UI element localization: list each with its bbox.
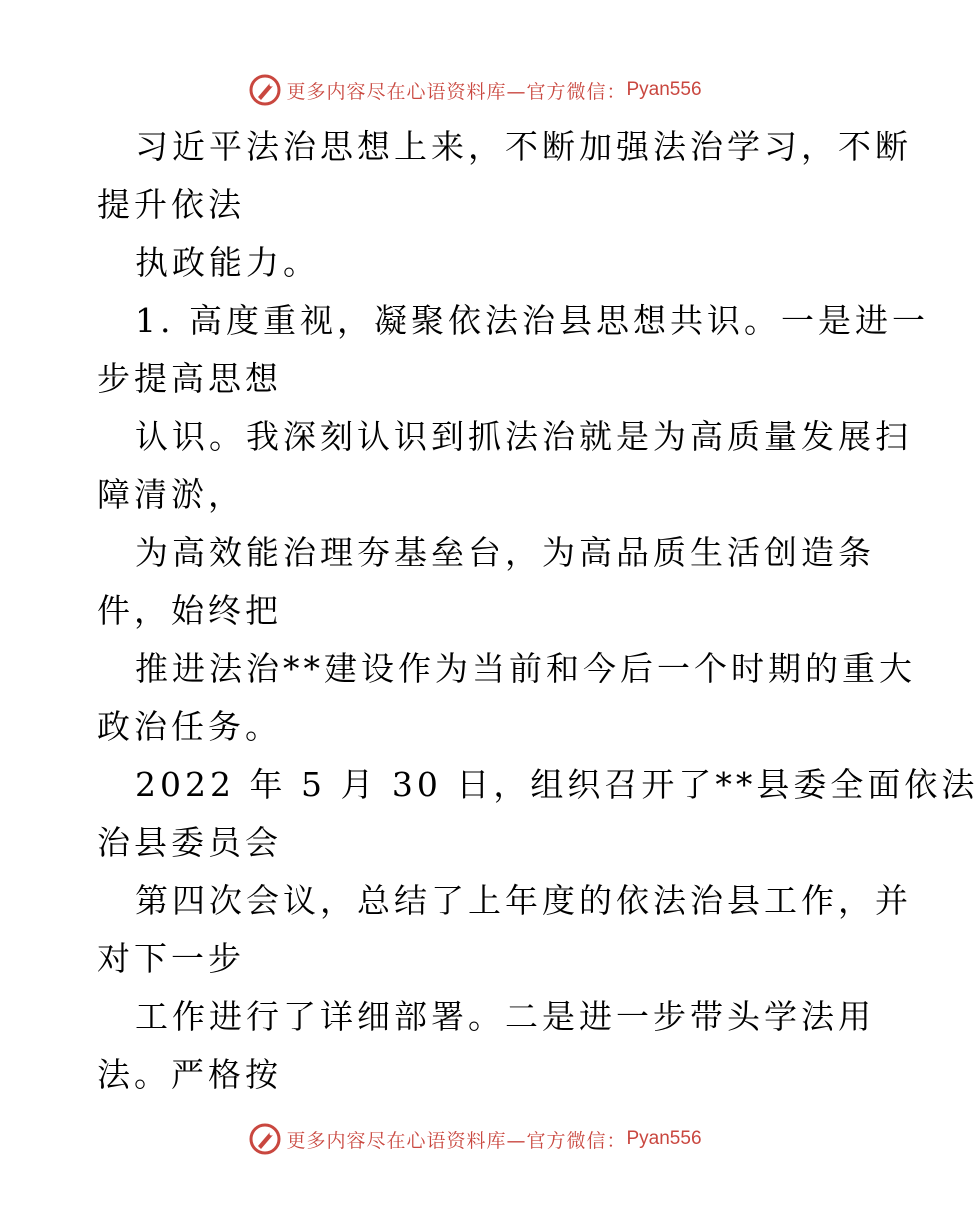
text-line: 件，始终把 xyxy=(97,591,282,630)
banner-wechat-id: Pyan556 xyxy=(626,1128,702,1149)
pen-nib-logo-icon xyxy=(248,73,282,107)
text-line: 治县委员会 xyxy=(97,823,282,862)
text-line: 习近平法治思想上来，不断加强法治学习，不断 xyxy=(135,127,912,166)
text-line: 障清淤， xyxy=(97,475,245,514)
footer-watermark-banner xyxy=(0,1117,950,1161)
banner-text: 更多内容尽在心语资料库—官方微信： xyxy=(286,1129,627,1152)
body-text xyxy=(97,118,978,1104)
header-watermark-banner xyxy=(0,68,950,112)
text-line: 政治任务。 xyxy=(97,707,282,746)
pen-nib-logo-icon xyxy=(248,1122,282,1156)
text-line: 第四次会议，总结了上年度的依法治县工作，并 xyxy=(135,881,912,920)
text-line: 2022 年 5 月 30 日，组织召开了**县委全面依法 xyxy=(135,765,978,804)
text-line: 执政能力。 xyxy=(135,243,320,282)
banner-wechat-id: Pyan556 xyxy=(626,79,702,100)
text-line: 提升依法 xyxy=(97,185,245,224)
text-line: 对下一步 xyxy=(97,939,245,978)
text-line: 为高效能治理夯基垒台，为高品质生活创造条 xyxy=(135,533,875,572)
text-line: 1. 高度重视，凝聚依法治县思想共识。一是进一 xyxy=(135,301,929,340)
text-line: 认识。我深刻认识到抓法治就是为高质量发展扫 xyxy=(135,417,912,456)
text-line: 步提高思想 xyxy=(97,359,282,398)
banner-text: 更多内容尽在心语资料库—官方微信： xyxy=(286,80,627,103)
text-line: 工作进行了详细部署。二是进一步带头学法用 xyxy=(135,997,875,1036)
text-line: 推进法治**建设作为当前和今后一个时期的重大 xyxy=(135,649,916,688)
text-line: 法。严格按 xyxy=(97,1055,282,1094)
